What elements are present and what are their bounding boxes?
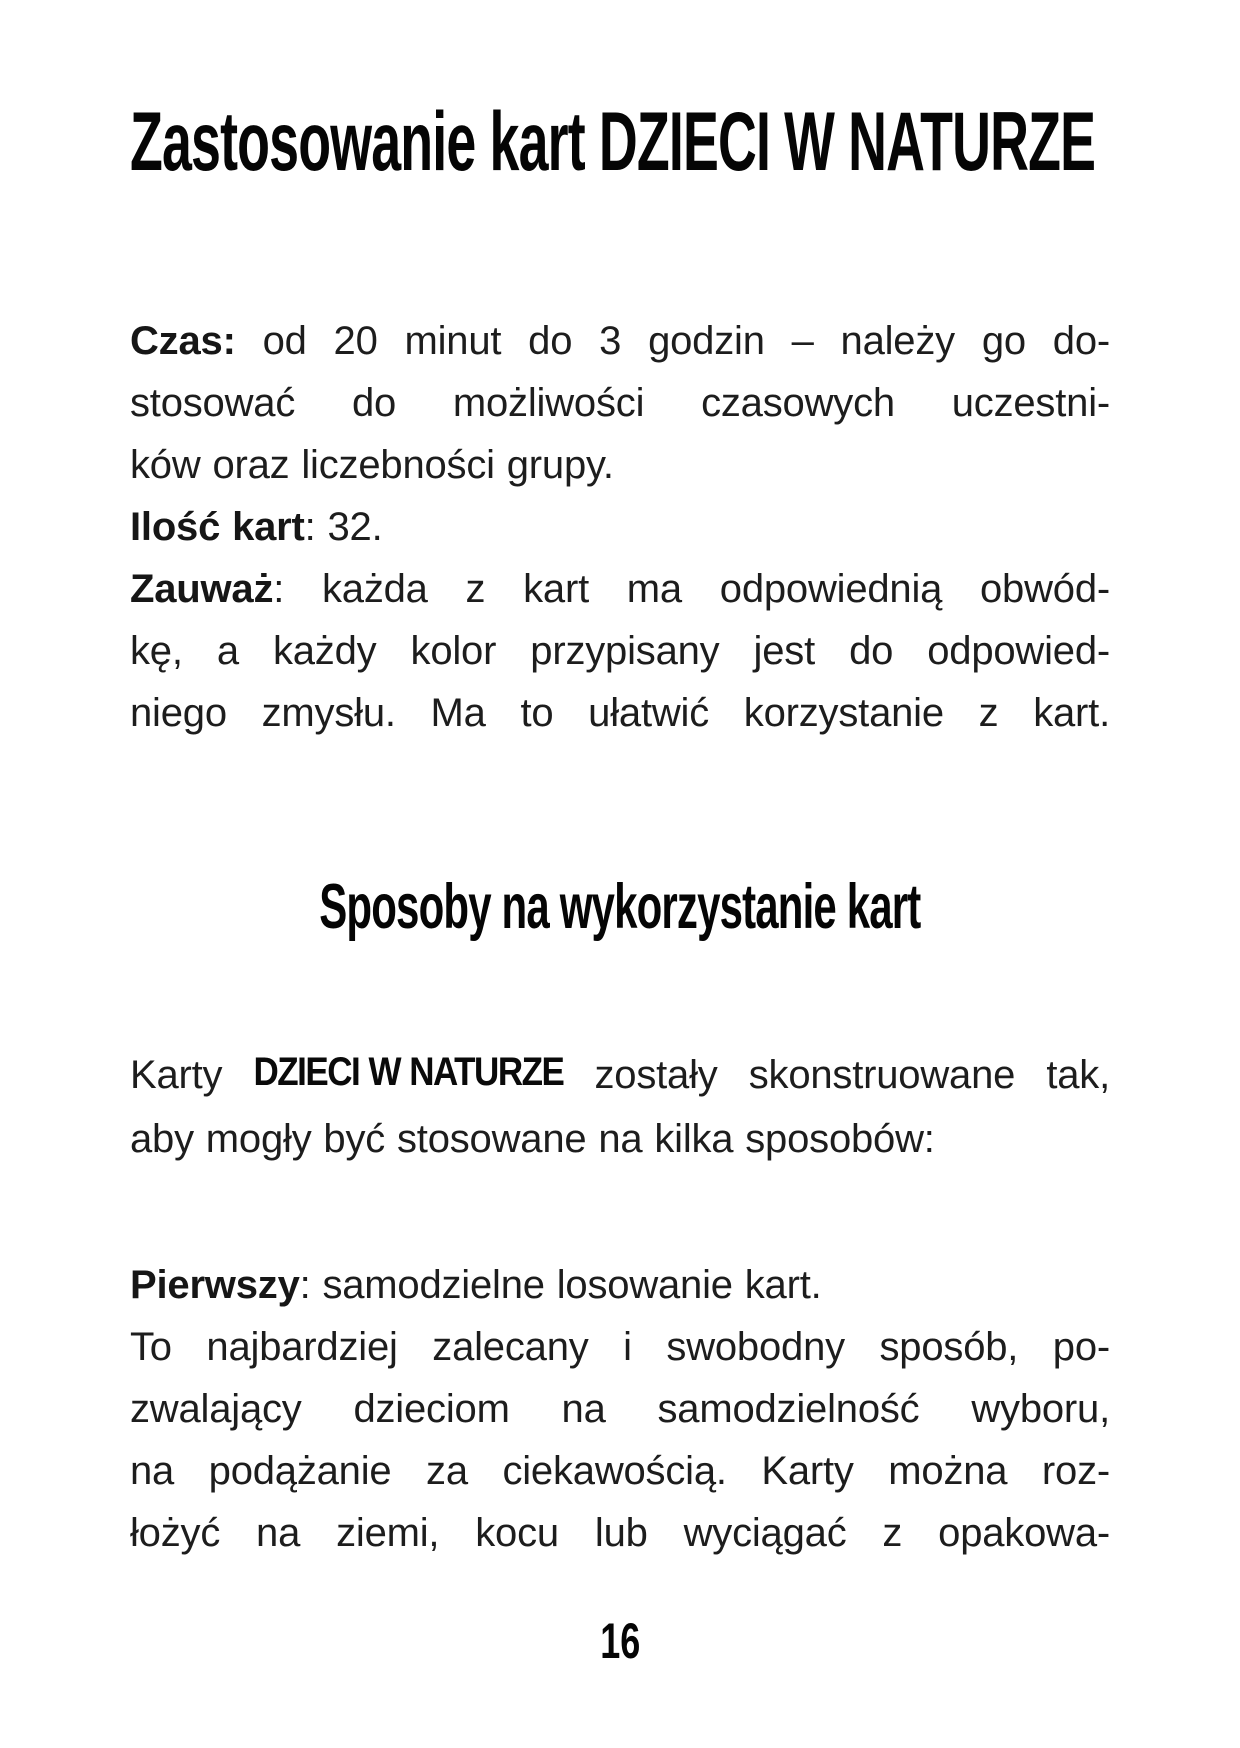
line-text: : każda z kart ma odpowiednią obwód- — [273, 567, 1110, 611]
line-text: niego zmysłu. Ma to ułatwić korzystanie z kart. — [130, 691, 1110, 735]
page-number: 16 — [599, 1614, 641, 1669]
line-text: stosować do możliwości czasowych uczestni- — [130, 381, 1110, 425]
brand-name: DZIECI W NATURZE — [253, 1049, 564, 1095]
line-text: To najbardziej zalecany i swobodny sposób, po- — [130, 1325, 1110, 1369]
usage-paragraph — [130, 1044, 1110, 1170]
text-line — [130, 372, 1110, 434]
text-line — [130, 1254, 1110, 1316]
line-text: kę, a każdy kolor przypisany jest do odpowied- — [130, 629, 1110, 673]
line-text: Karty — [130, 1053, 254, 1097]
text-line — [130, 620, 1110, 682]
page-footer — [0, 1614, 1240, 1683]
bold-lead: Ilość kart — [130, 505, 305, 549]
bold-lead: Pierwszy — [130, 1263, 300, 1307]
line-text: zostały skonstruowane tak, — [563, 1053, 1110, 1097]
text-line — [130, 558, 1110, 620]
section-subtitle-text: Sposoby na wykorzystanie kart — [319, 871, 921, 942]
page-title — [130, 94, 1110, 204]
intro-paragraph — [130, 310, 1110, 744]
text-line — [130, 1316, 1110, 1378]
text-line — [130, 1044, 1110, 1108]
page-title-text: Zastosowanie kart DZIECI W NATURZE — [130, 94, 1096, 189]
line-text: łożyć na ziemi, kocu lub wyciągać z opakowa- — [130, 1511, 1110, 1555]
text-line — [130, 1440, 1110, 1502]
line-text: : samodzielne losowanie kart. — [299, 1263, 822, 1307]
bold-lead: Czas: — [130, 319, 236, 363]
text-line — [130, 1502, 1110, 1564]
text-line — [130, 310, 1110, 372]
line-text: aby mogły być stosowane na kilka sposobów: — [130, 1117, 935, 1161]
first-method-paragraph — [130, 1254, 1110, 1564]
page-content — [130, 0, 1110, 1564]
line-text: : 32. — [304, 505, 383, 549]
text-line — [130, 682, 1110, 744]
text-line — [130, 1378, 1110, 1440]
line-text: ków oraz liczebności grupy. — [130, 443, 614, 487]
line-text: od 20 minut do 3 godzin – należy go do- — [235, 319, 1110, 363]
text-line — [130, 496, 1110, 558]
text-line — [130, 434, 1110, 496]
line-text: na podążanie za ciekawością. Karty można roz- — [130, 1449, 1110, 1493]
bold-lead: Zauważ — [130, 567, 274, 611]
section-subtitle — [130, 871, 1110, 952]
text-line — [130, 1108, 1110, 1170]
line-text: zwalający dzieciom na samodzielność wyboru, — [130, 1387, 1110, 1431]
